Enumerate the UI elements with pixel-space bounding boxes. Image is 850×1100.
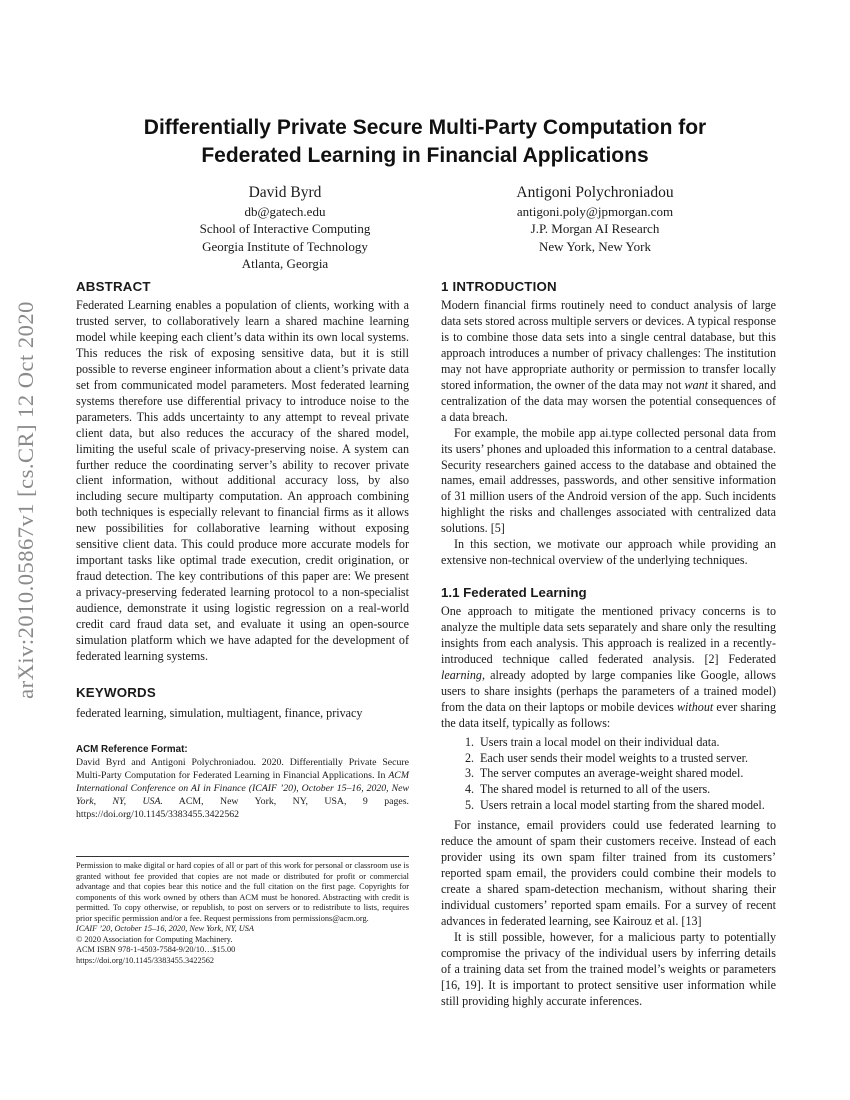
- intro-emphasis: want: [684, 377, 709, 392]
- list-text: Each user sends their model weights to a trusted server.: [480, 750, 749, 765]
- list-item: [465, 766, 776, 782]
- paper-title: [80, 114, 770, 170]
- keywords-heading: KEYWORDS: [76, 684, 156, 700]
- federated-learning-heading: 1.1 Federated Learning: [441, 585, 587, 601]
- intro-paragraph-2: For example, the mobile app ai.type collected personal data from its users’ phones and uploaded this information to a central database. Security researchers gained access to the database and obtained the names, email addresses, passwords, and other sensitive information of 31 million users of the Android version of the app. Such incidents highlight the risks and challenges associated with centralized data solutions. [5]: [441, 425, 776, 536]
- copyright-footnote: [76, 861, 409, 966]
- federated-paragraph-3: It is still possible, however, for a malicious party to potentially compromise the privacy of the individual users by inferring details of a training data set from the trained model’s weights or parameters [16, 19]. It is important to protect sensitive user information while still providing highly accurate inferences.: [441, 930, 776, 1008]
- acm-reference-doi[interactable]: ACM, New York, NY, USA, 9 pages. https://doi.org/10.1145/3383455.3422562: [76, 795, 409, 820]
- federated-text: One approach to mitigate the mentioned privacy concerns is to analyze the multiple data sets separately and share only the resulting insights from each analysis. This approach is realized in a recently-introduced technique called federated analysis. [2] Federated: [441, 604, 776, 667]
- arxiv-stamp-text: arXiv:2010.05867v1 [cs.CR] 12 Oct 2020: [13, 301, 38, 699]
- copyright-line: © 2020 Association for Computing Machinery.: [76, 934, 233, 944]
- federated-text: , already adopted by large companies like Google, allows users to share insights (perhaps the parameters of a trained model) from the data on their laptops or mobile devices: [441, 668, 776, 714]
- list-item: [465, 782, 776, 798]
- intro-text: it shared, and centralization of the data may worsen the potential consequences of a data breach.: [441, 377, 777, 424]
- federated-steps-list: [441, 735, 776, 814]
- author-email[interactable]: antigoni.poly@jpmorgan.com: [516, 204, 674, 219]
- isbn-line: ACM ISBN 978-1-4503-7584-9/20/10…$15.00: [76, 945, 236, 954]
- acm-reference-text: [76, 756, 409, 821]
- list-text: The server computes an average-weight shared model.: [479, 766, 744, 781]
- right-column: [441, 279, 776, 1010]
- author-affiliation: School of Interactive Computing: [199, 221, 371, 237]
- left-column: [76, 279, 409, 821]
- introduction-heading: 1 INTRODUCTION: [441, 279, 557, 294]
- list-item: [465, 798, 776, 814]
- acm-reference-heading: ACM Reference Format:: [76, 743, 188, 755]
- intro-text: Modern financial firms routinely need to conduct analysis of large data sets stored across multiple servers or devices. A typical response is to combine those data sets into a single central database, but this approach introduces a number of privacy challenges: The institution may not have appropriate authority or permission to transfer locally stored information, the owner of the data may not: [441, 298, 776, 392]
- federated-emphasis: learning: [441, 668, 482, 683]
- footnote-divider: [76, 856, 409, 857]
- author-name: David Byrd: [248, 184, 322, 201]
- author-location: Atlanta, Georgia: [241, 255, 329, 271]
- doi-link[interactable]: https://doi.org/10.1145/3383455.3422562: [76, 955, 215, 965]
- author-email[interactable]: db@gatech.edu: [244, 204, 326, 219]
- list-text: Users retrain a local model starting from the shared model.: [480, 797, 765, 812]
- abstract-text: Federated Learning enables a population of clients, working with a trusted server, to collaboratively learn a shared machine learning model while keeping each client’s data within its own local systems. This reduces the risk of exposing sensitive data, but it is still possible to reverse engineer information about a client’s private data set from communicated model parameters. Most federated learning systems therefore use differential privacy to introduce noise to the parameters. This adds uncertainty to any attempt to reveal private client data, but also reduces the accuracy of the shared model, limiting the useful scale of privacy-preserving noise. A system can further reduce the coordinating server’s ability to recover private client information, without additional accuracy loss, by also including secure multiparty computation. An approach combining both techniques is especially relevant to financial firms as it allows new possibilities for collaborative learning without exposing sensitive client data. This could produce more accurate models for important tasks like optimal trade execution, credit origination, or fraud detection. The key contributions of this paper are: We present a privacy-preserving federated learning protocol to a non-specialist audience, demonstrate it using logistic regression on a real-world credit card fraud data set, and evaluate it using an open-source simulation platform which we have adapted for the development of federated learning systems.: [76, 298, 409, 663]
- permission-notice: Permission to make digital or hard copies of all or part of this work for personal or classroom use is granted without fee provided that copies are not made or distributed for profit or commercial advantage and that copies bear this notice and the full citation on the first page. Copyrights for components of this work owned by others than ACM must be honored. Abstracting with credit is permitted. To copy otherwise, or republish, to post on servers or to redistribute to lists, requires prior specific permission and/or a fee. Request permissions from permissions@acm.org.: [76, 861, 409, 923]
- author-affiliation: Georgia Institute of Technology: [202, 238, 368, 254]
- list-text: Users train a local model on their individual data.: [480, 734, 720, 749]
- federated-emphasis: without: [676, 699, 714, 714]
- author-name: Antigoni Polychroniadou: [516, 184, 674, 201]
- author-block-1: [140, 183, 430, 272]
- list-text: The shared model is returned to all of the users.: [479, 781, 711, 796]
- title-line-2: Federated Learning in Financial Applications: [201, 144, 649, 167]
- list-number: 4.: [465, 781, 475, 796]
- acm-reference-authors: David Byrd and Antigoni Polychroniadou. 2020. Differentially Private Secure Multi-Party Computation for Federated Learning in Financial Applications. In: [76, 756, 409, 781]
- list-number: 5.: [465, 797, 475, 812]
- list-number: 1.: [465, 734, 475, 749]
- arxiv-stamp: [8, 295, 44, 705]
- keywords-text: federated learning, simulation, multiagent, finance, privacy: [76, 705, 363, 720]
- federated-paragraph-1: [441, 604, 776, 732]
- list-item: [465, 735, 776, 751]
- author-affiliation: J.P. Morgan AI Research: [530, 221, 660, 237]
- author-block-2: [450, 183, 740, 255]
- list-number: 2.: [465, 750, 475, 765]
- federated-text: ever sharing the data itself, typically as follows:: [441, 699, 776, 730]
- conference-line: ICAIF ’20, October 15–16, 2020, New York, NY, USA: [76, 924, 255, 933]
- acm-reference-venue: ACM International Conference on AI in Finance (ICAIF ’20), October 15–16, 2020, New York, NY, USA.: [76, 769, 409, 807]
- title-line-1: Differentially Private Secure Multi-Party Computation for: [143, 116, 707, 139]
- intro-paragraph-3: In this section, we motivate our approach while providing an extensive non-technical overview of the underlying techniques.: [441, 537, 776, 568]
- list-number: 3.: [465, 766, 475, 781]
- list-item: [465, 751, 776, 767]
- abstract-heading: ABSTRACT: [76, 279, 151, 294]
- author-location: New York, New York: [539, 238, 651, 254]
- federated-paragraph-2: For instance, email providers could use federated learning to reduce the amount of spam their customers receive. Instead of each provider using its own spam filter trained from its customers’ reported spam email, the providers could combine their models to create a shared spam-detection mechanism, without sharing their individual customers’ reported spam emails. For a survey of recent advances in federated learning, see Kairouz et al. [13]: [441, 818, 776, 929]
- intro-paragraph-1: [441, 298, 776, 426]
